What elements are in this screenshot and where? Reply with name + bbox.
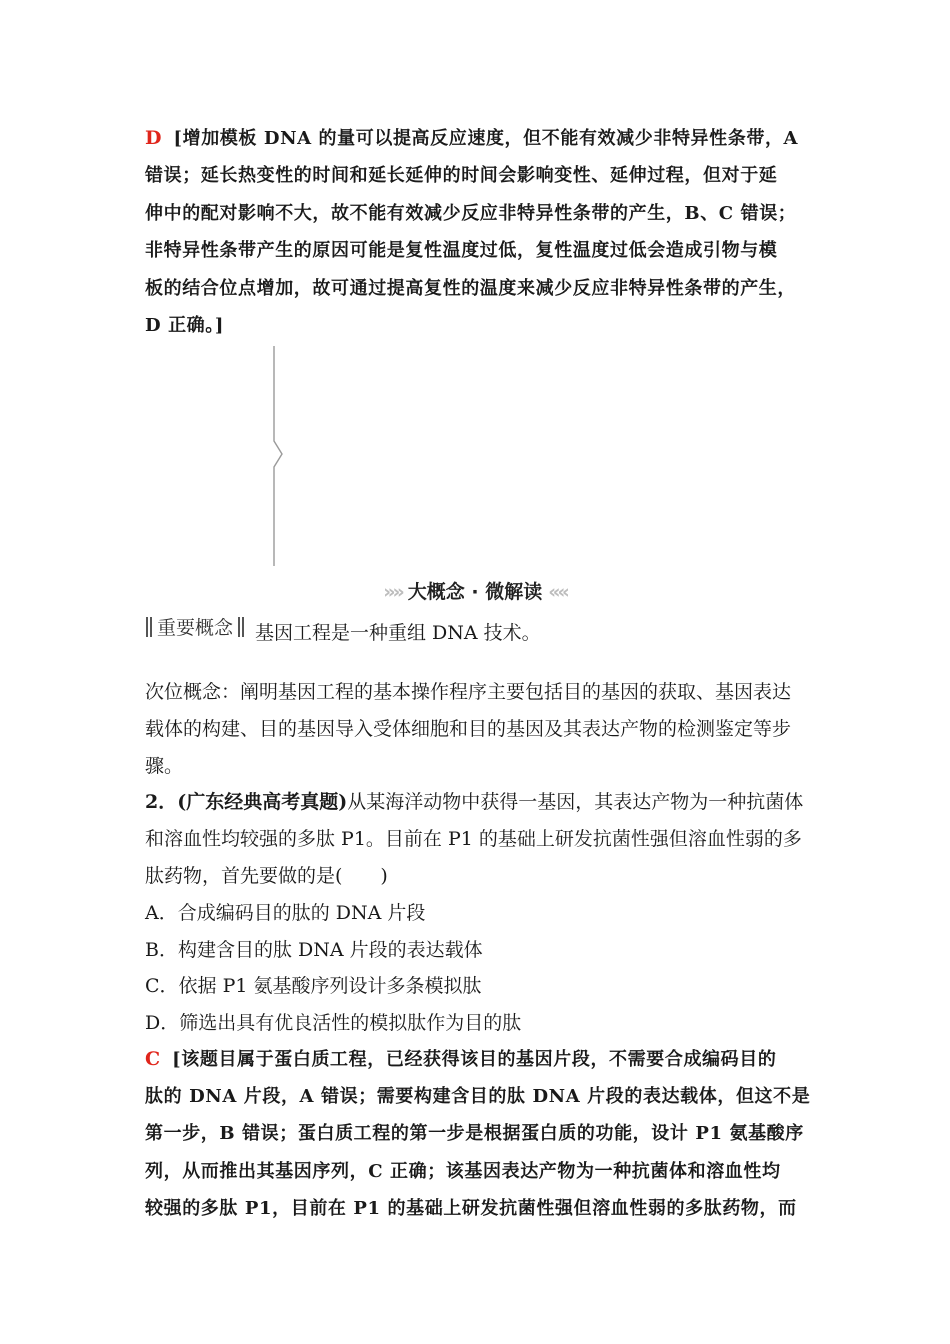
answer-line-2: 肽的 DNA 片段，A 错误；需要构建含目的肽 DNA 片段的表达载体，但这不是	[145, 1086, 811, 1107]
banner-title: 大概念 · 微解读	[407, 581, 543, 603]
prev-answer-line-6: D 正确。]	[145, 315, 224, 336]
question-stem-text: 从某海洋动物中获得一基因，其表达产物为一种抗菌体	[347, 791, 804, 813]
answer-line-4: 列，从而推出其基因序列，C 正确；该基因表达产物为一种抗菌体和溶血性均	[145, 1161, 781, 1182]
prev-answer-line-2: 错误；延长热变性的时间和延长延伸的时间会影响变性、延伸过程，但对于延	[145, 165, 778, 186]
section-banner	[0, 578, 950, 606]
sub-concept-line-3: 骤。	[145, 755, 184, 777]
option-a: A．合成编码目的肽的 DNA 片段	[145, 902, 426, 924]
answer-line-5: 较强的多肽 P1，目前在 P1 的基础上研发抗菌性强但溶血性弱的多肽药物，而	[145, 1198, 797, 1219]
prev-answer-line-3: 伸中的配对影响不大，故不能有效减少反应非特异性条带的产生，B、C 错误；	[145, 203, 797, 224]
banner-left-chevrons: »»	[383, 581, 402, 603]
prev-answer-letter: D	[145, 127, 162, 149]
banner-right-chevrons: ««	[548, 581, 567, 603]
question-source: (广东经典高考真题)	[177, 791, 348, 813]
prev-answer-text: [增加模板 DNA 的量可以提高反应速度，但不能有效减少非特异性条带，A	[173, 128, 799, 149]
option-b: B．构建含目的肽 DNA 片段的表达载体	[145, 939, 483, 961]
tag-left-bars	[145, 614, 153, 642]
answer-letter: C	[145, 1048, 161, 1070]
question-stem-line-3: 肽药物，首先要做的是( )	[145, 865, 388, 887]
tag-right-bars	[237, 614, 245, 642]
key-concept-text: 基因工程是一种重组 DNA 技术。	[255, 622, 541, 644]
sub-concept-line-2: 载体的构建、目的基因导入受体细胞和目的基因及其表达产物的检测鉴定等步	[145, 718, 792, 740]
answer-line-1	[145, 1047, 776, 1072]
answer-text: [该题目属于蛋白质工程，已经获得该目的基因片段，不需要合成编码目的	[172, 1049, 777, 1070]
prev-answer-line-1	[145, 126, 798, 151]
prev-answer-line-5: 板的结合位点增加，故可通过提高复性的温度来减少反应非特异性条带的产生，	[145, 278, 796, 299]
option-c: C．依据 P1 氨基酸序列设计多条模拟肽	[145, 975, 482, 997]
question-number: 2．	[145, 791, 178, 813]
key-concept-tag-label: 重要概念	[157, 617, 234, 639]
answer-line-3: 第一步，B 错误；蛋白质工程的第一步是根据蛋白质的功能，设计 P1 氨基酸序	[145, 1123, 804, 1144]
brace-divider	[262, 346, 292, 566]
question-stem-line-2: 和溶血性均较强的多肽 P1。目前在 P1 的基础上研发抗菌性强但溶血性弱的多	[145, 828, 802, 850]
key-concept-tag	[141, 614, 249, 642]
option-d: D．筛选出具有优良活性的模拟肽作为目的肽	[145, 1012, 522, 1034]
prev-answer-line-4: 非特异性条带产生的原因可能是复性温度过低，复性温度过低会造成引物与模	[145, 240, 778, 261]
question-stem-line-1	[145, 790, 803, 814]
sub-concept-line-1: 次位概念：阐明基因工程的基本操作程序主要包括目的基因的获取、基因表达	[145, 681, 792, 703]
